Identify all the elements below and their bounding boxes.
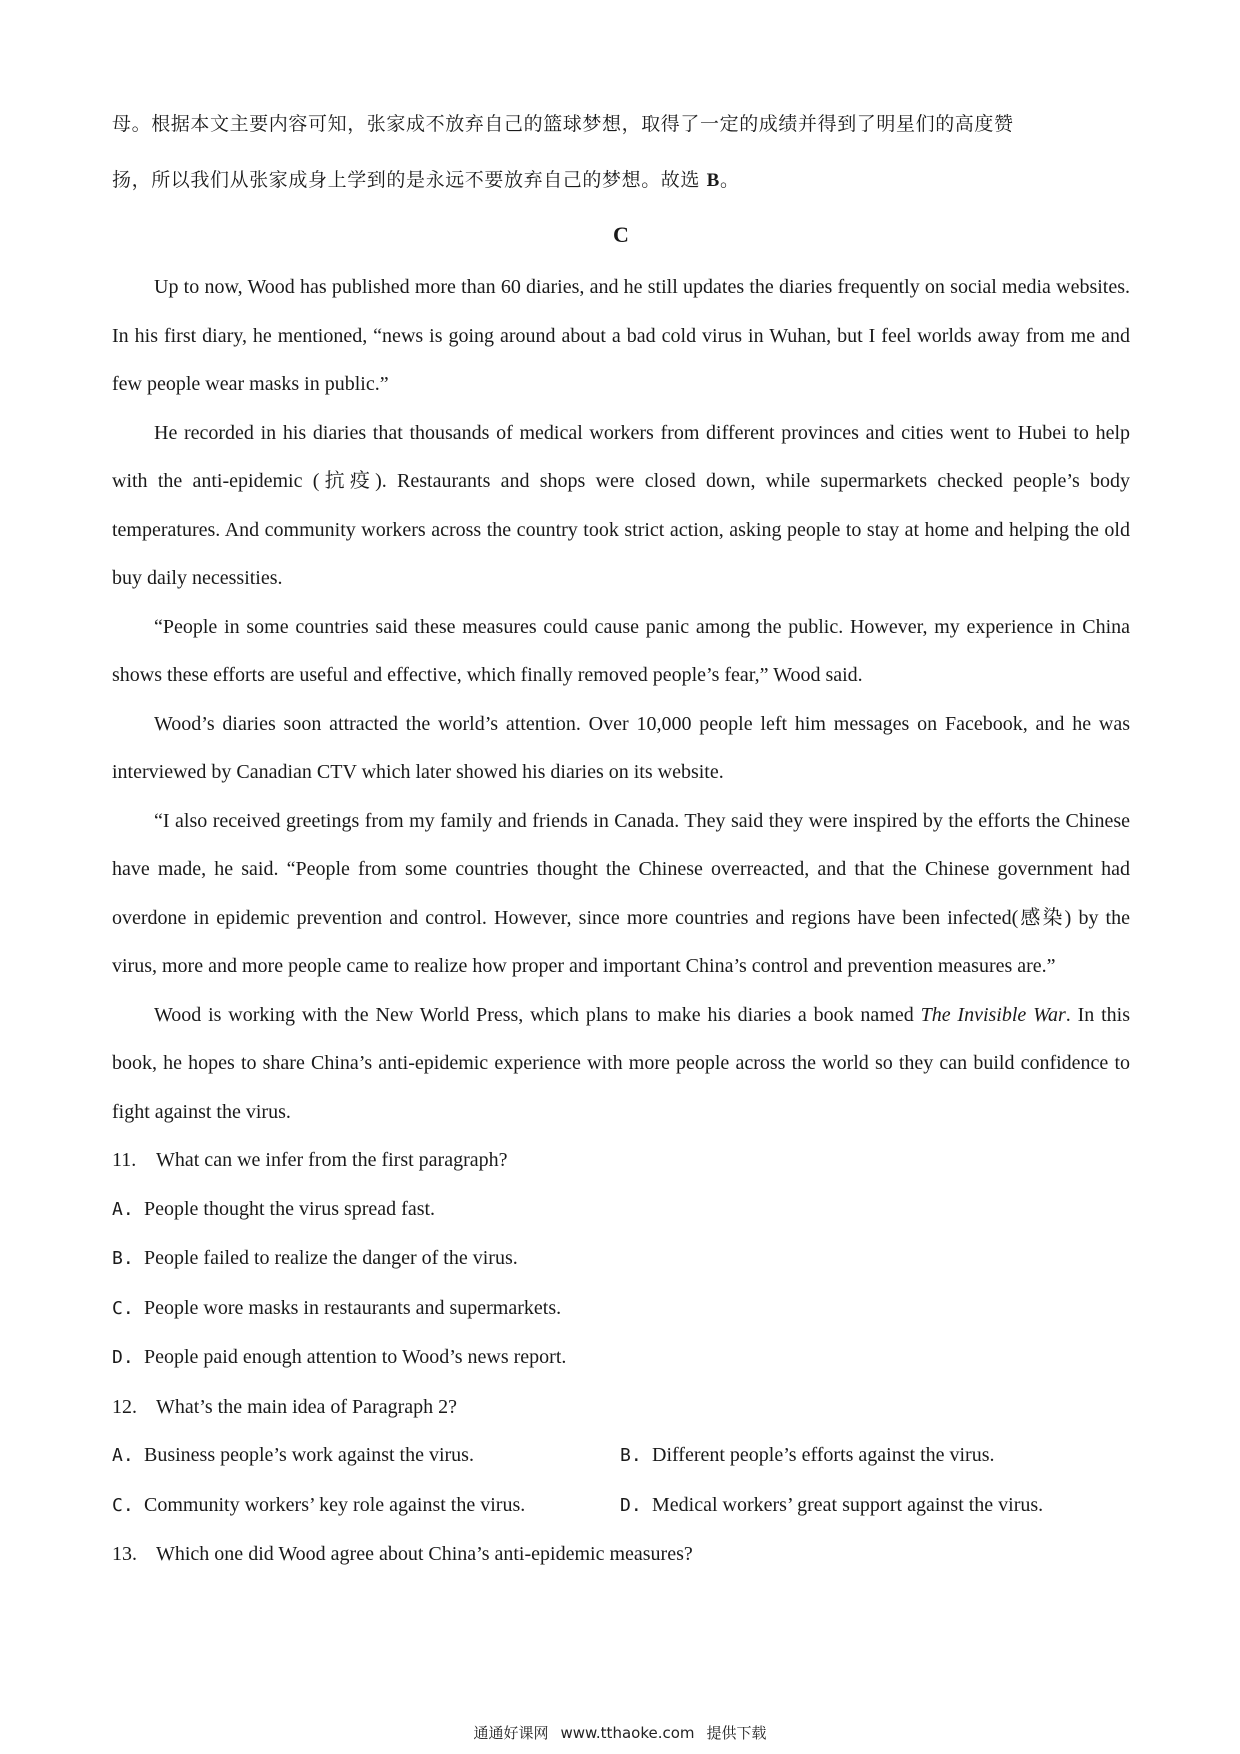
question-number: 12.	[112, 1395, 137, 1418]
paragraph-3: “People in some countries said these measures could cause panic among the public. However, my experience in China shows these efforts are useful and effective, which finally removed people’s fear,” Wood said.	[112, 615, 1130, 686]
paragraph-1: Up to now, Wood has published more than 60 diaries, and he still updates the diaries frequently on social media websites. In his first diary, he mentioned, “news is going around about a bad cold virus in Wuhan, but I feel worlds away from me and few people wear masks in public.”	[112, 276, 1130, 395]
option-text: People failed to realize the danger of the virus.	[144, 1247, 518, 1269]
option-12-a[interactable]	[112, 1431, 620, 1481]
section-title: C	[613, 222, 629, 247]
question-11	[112, 1136, 1130, 1185]
page-footer	[0, 1722, 1240, 1743]
option-12-d[interactable]	[620, 1481, 1128, 1531]
intro-line-2-text: 扬，所以我们从张家成身上学到的是永远不要放弃自己的梦想。故选	[112, 169, 707, 191]
paragraph-6	[112, 991, 1130, 1137]
option-row-12-cd	[112, 1481, 1130, 1531]
document-page	[112, 96, 1130, 1579]
book-title: The Invisible War	[920, 1003, 1066, 1026]
intro-line-2	[112, 152, 1130, 209]
paragraph-2: He recorded in his diaries that thousands of medical workers from different provinces and cities went to Hubei to help with the anti-epidemic (抗疫). Restaurants and shops were closed down, while supermarkets checked people’s body temperatures. And community workers across the country took strict action, asking people to stay at home and helping the old buy daily necessities.	[112, 421, 1130, 589]
option-11-b[interactable]	[112, 1234, 1130, 1284]
question-number: 11.	[112, 1149, 137, 1171]
question-number: 13.	[112, 1543, 137, 1565]
option-11-a[interactable]	[112, 1185, 1130, 1235]
question-text: Which one did Wood agree about China’s anti-epidemic measures?	[156, 1543, 693, 1565]
option-letter: D.	[112, 1347, 134, 1368]
option-letter: C.	[112, 1494, 134, 1516]
option-text: Different people’s efforts against the virus.	[652, 1444, 995, 1466]
option-text: People wore masks in restaurants and supermarkets.	[144, 1296, 562, 1319]
question-text: What’s the main idea of Paragraph 2?	[156, 1395, 457, 1418]
footer-note: 提供下载	[706, 1724, 767, 1742]
option-letter: B.	[112, 1248, 134, 1269]
question-12	[112, 1383, 1130, 1432]
paragraph-6-end: . In this book, he hopes to share China’s anti-epidemic experience with more people across the world so they can build confidence to fight against the virus.	[112, 1003, 1130, 1123]
option-11-d[interactable]	[112, 1333, 1130, 1383]
option-text: Medical workers’ great support against the virus.	[652, 1493, 1044, 1516]
option-letter: A.	[112, 1198, 134, 1220]
option-letter: C.	[112, 1297, 134, 1319]
intro-line-2-end: 。	[719, 169, 740, 191]
option-text: Community workers’ key role against the virus.	[144, 1493, 526, 1516]
paragraph-4: Wood’s diaries soon attracted the world’s attention. Over 10,000 people left him messages on Facebook, and he was interviewed by Canadian CTV which later showed his diaries on its website.	[112, 712, 1130, 783]
intro-line-1: 母。根据本文主要内容可知，张家成不放弃自己的篮球梦想，取得了一定的成绩并得到了明星们的高度赞	[112, 113, 1014, 135]
option-text: People paid enough attention to Wood’s news report.	[144, 1346, 567, 1368]
paragraph-6-start: Wood is working with the New World Press, which plans to make his diaries a book named	[154, 1003, 921, 1026]
option-text: Business people’s work against the virus.	[144, 1444, 474, 1466]
question-text: What can we infer from the first paragraph?	[156, 1149, 508, 1171]
option-letter: B.	[620, 1445, 642, 1466]
question-13	[112, 1530, 1130, 1579]
option-letter: A.	[112, 1445, 134, 1466]
option-12-b[interactable]	[620, 1431, 1128, 1481]
option-12-c[interactable]	[112, 1481, 620, 1531]
footer-url[interactable]: www.tthaoke.com	[560, 1724, 695, 1742]
option-11-c[interactable]	[112, 1284, 1130, 1334]
option-text: People thought the virus spread fast.	[144, 1197, 436, 1220]
intro-answer: B	[706, 170, 720, 191]
option-row-12-ab	[112, 1431, 1130, 1481]
option-letter: D.	[620, 1494, 642, 1516]
paragraph-5: “I also received greetings from my family and friends in Canada. They said they were inspired by the efforts the Chinese have made, he said. “People from some countries thought the Chinese overreacted, and that the Chinese government had overdone in epidemic prevention and control. However, since more countries and regions have been infected(感染) by the virus, more and more people came to realize how proper and important China’s control and prevention measures are.”	[112, 809, 1130, 977]
footer-site-name: 通通好课网	[473, 1724, 549, 1742]
